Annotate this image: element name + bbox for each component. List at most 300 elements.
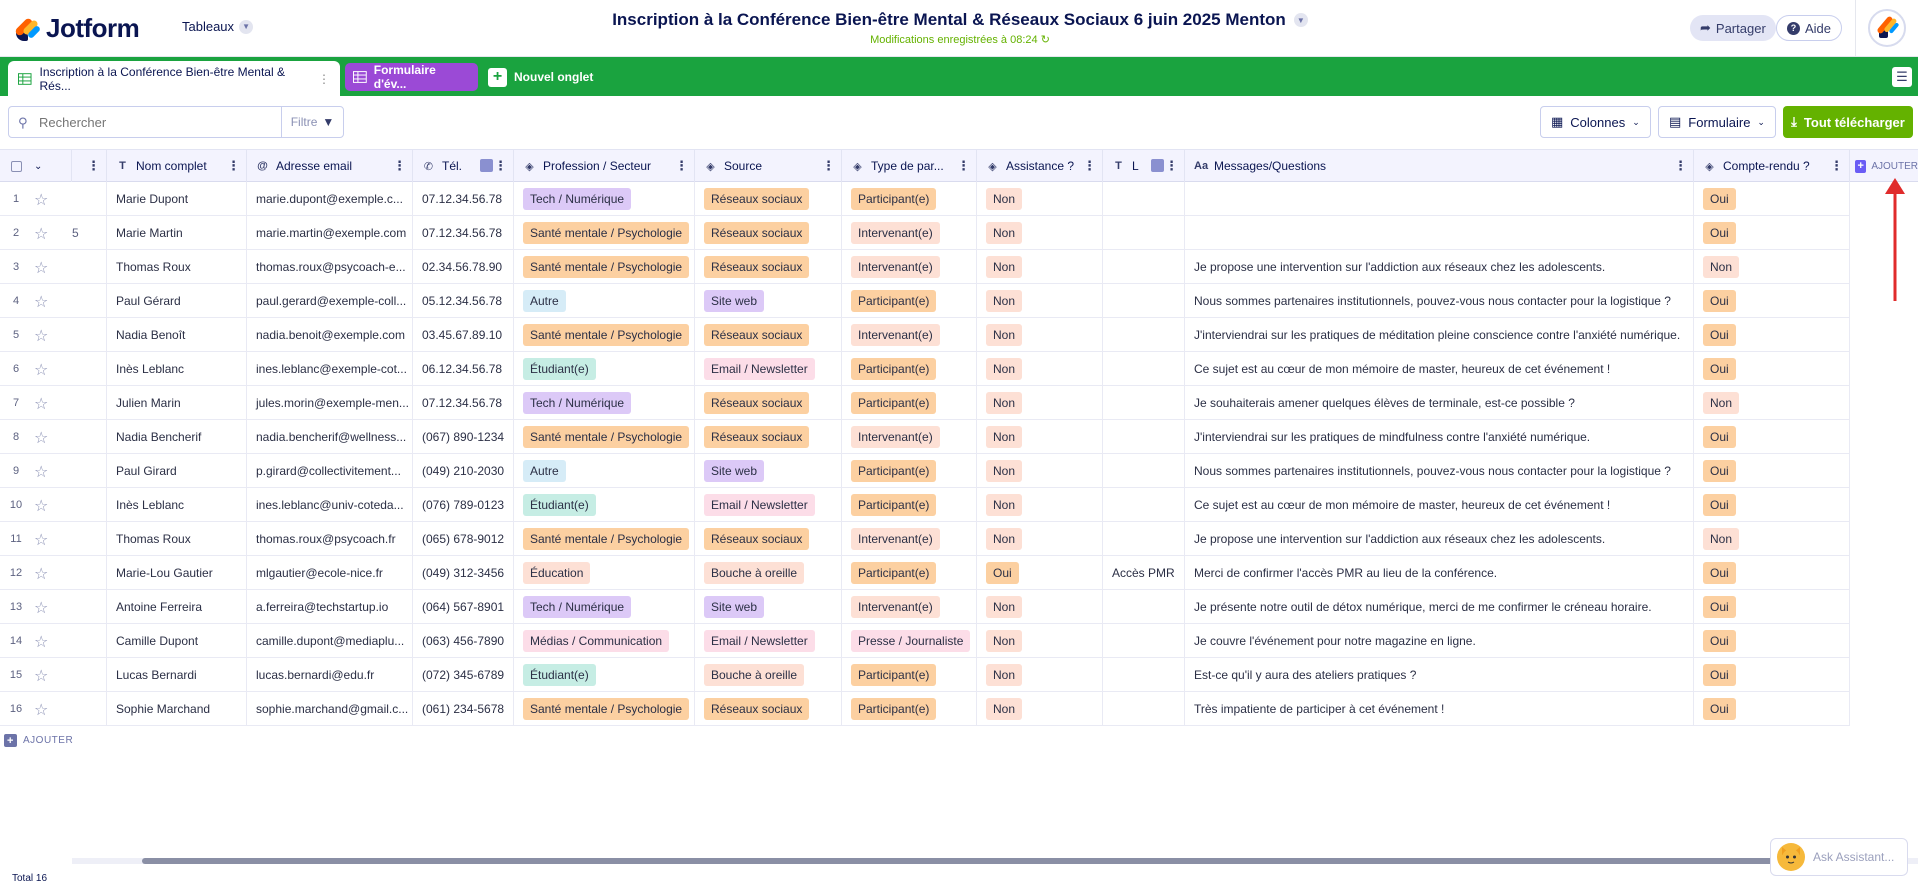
cell-name[interactable] bbox=[107, 352, 247, 385]
cell-text: (072) 345-6789 bbox=[422, 667, 505, 682]
row-number: 12 bbox=[9, 566, 23, 579]
form-button[interactable] bbox=[1658, 106, 1776, 138]
cell-tel[interactable] bbox=[413, 624, 514, 657]
cell-source[interactable] bbox=[695, 216, 842, 249]
cell-l[interactable] bbox=[1103, 182, 1185, 215]
column-type-icon: @ bbox=[257, 160, 268, 172]
tag-profession: Tech / Numérique bbox=[523, 188, 631, 210]
hidden-column-cell[interactable] bbox=[72, 556, 107, 589]
cell-l[interactable] bbox=[1103, 522, 1185, 555]
cell-compte[interactable] bbox=[1694, 250, 1850, 283]
cell-compte[interactable] bbox=[1694, 352, 1850, 385]
tag-assist: Non bbox=[986, 664, 1022, 686]
column-header-assist[interactable] bbox=[977, 150, 1103, 182]
table-row[interactable] bbox=[0, 624, 1850, 658]
cell-tel[interactable] bbox=[413, 250, 514, 283]
hidden-column-cell[interactable] bbox=[72, 522, 107, 555]
more-vertical-icon[interactable]: ⋮ bbox=[318, 71, 330, 86]
cell-profession[interactable] bbox=[514, 318, 695, 351]
table-row[interactable] bbox=[0, 488, 1850, 522]
tag-compte: Oui bbox=[1703, 324, 1736, 346]
cell-type[interactable] bbox=[842, 420, 977, 453]
more-vertical-icon[interactable]: ⋮ bbox=[1674, 158, 1687, 173]
cell-messages[interactable] bbox=[1185, 386, 1694, 419]
table-row[interactable] bbox=[0, 386, 1850, 420]
cell-profession[interactable] bbox=[514, 454, 695, 487]
cell-source[interactable] bbox=[695, 522, 842, 555]
cell-text: Sophie Marchand bbox=[116, 701, 211, 716]
jotform-logo[interactable] bbox=[14, 13, 139, 44]
cell-name[interactable] bbox=[107, 216, 247, 249]
hidden-column-cell[interactable] bbox=[72, 386, 107, 419]
cell-assist[interactable] bbox=[977, 352, 1103, 385]
hidden-column-cell[interactable] bbox=[72, 624, 107, 657]
cell-tel[interactable] bbox=[413, 658, 514, 691]
cell-source[interactable] bbox=[695, 488, 842, 521]
cell-assist[interactable] bbox=[977, 318, 1103, 351]
cell-assist[interactable] bbox=[977, 692, 1103, 725]
cell-messages[interactable] bbox=[1185, 658, 1694, 691]
star-icon[interactable]: ☆ bbox=[34, 702, 49, 719]
cell-text: jules.morin@exemple-men... bbox=[256, 395, 409, 410]
cell-compte[interactable] bbox=[1694, 658, 1850, 691]
more-vertical-icon[interactable]: ⋮ bbox=[822, 158, 835, 173]
column-header-profession[interactable] bbox=[514, 150, 695, 182]
cell-email[interactable] bbox=[247, 692, 413, 725]
refresh-icon: ↻ bbox=[1040, 34, 1050, 46]
cell-messages[interactable] bbox=[1185, 284, 1694, 317]
cell-name[interactable] bbox=[107, 454, 247, 487]
cell-type[interactable] bbox=[842, 454, 977, 487]
add-row-button[interactable] bbox=[4, 734, 73, 747]
column-header-l[interactable] bbox=[1103, 150, 1185, 182]
more-vertical-icon[interactable]: ⋮ bbox=[957, 158, 970, 173]
cell-compte[interactable] bbox=[1694, 590, 1850, 623]
row-number: 4 bbox=[12, 294, 20, 307]
cell-messages[interactable] bbox=[1185, 216, 1694, 249]
cell-type[interactable] bbox=[842, 522, 977, 555]
table-row[interactable] bbox=[0, 250, 1850, 284]
cell-text: Inès Leblanc bbox=[116, 361, 185, 376]
star-icon[interactable]: ☆ bbox=[34, 226, 49, 243]
cell-name[interactable] bbox=[107, 522, 247, 555]
cell-email[interactable] bbox=[247, 182, 413, 215]
cell-name[interactable] bbox=[107, 590, 247, 623]
cell-tel[interactable] bbox=[413, 488, 514, 521]
cell-compte[interactable] bbox=[1694, 624, 1850, 657]
cell-text: mlgautier@ecole-nice.fr bbox=[256, 565, 383, 580]
total-count: Total 16 bbox=[12, 873, 48, 884]
cell-email[interactable] bbox=[247, 454, 413, 487]
cell-email[interactable] bbox=[247, 658, 413, 691]
help-icon: ? bbox=[1787, 22, 1800, 35]
cell-email[interactable] bbox=[247, 250, 413, 283]
save-status bbox=[560, 33, 1360, 46]
cell-type[interactable] bbox=[842, 216, 977, 249]
cell-email[interactable] bbox=[247, 590, 413, 623]
cell-type[interactable] bbox=[842, 250, 977, 283]
table-row[interactable] bbox=[0, 454, 1850, 488]
cell-messages[interactable] bbox=[1185, 488, 1694, 521]
top-bar bbox=[0, 0, 1918, 57]
cell-messages[interactable] bbox=[1185, 624, 1694, 657]
star-icon[interactable]: ☆ bbox=[34, 192, 49, 209]
tab-formulaire[interactable] bbox=[345, 63, 478, 91]
cell-compte[interactable] bbox=[1694, 692, 1850, 725]
cell-messages[interactable] bbox=[1185, 556, 1694, 589]
column-header-compte[interactable] bbox=[1694, 150, 1850, 182]
hidden-column-cell[interactable] bbox=[72, 454, 107, 487]
cell-source[interactable] bbox=[695, 250, 842, 283]
cell-assist[interactable] bbox=[977, 556, 1103, 589]
column-type-icon: ◈ bbox=[988, 160, 997, 173]
cell-tel[interactable] bbox=[413, 454, 514, 487]
cell-l[interactable] bbox=[1103, 624, 1185, 657]
tag-source: Bouche à oreille bbox=[704, 562, 804, 584]
cell-profession[interactable] bbox=[514, 284, 695, 317]
star-icon[interactable]: ☆ bbox=[34, 634, 49, 651]
avatar[interactable] bbox=[1868, 9, 1906, 47]
cell-profession[interactable] bbox=[514, 386, 695, 419]
cell-text: Thomas Roux bbox=[116, 531, 191, 546]
more-vertical-icon[interactable]: ⋮ bbox=[675, 158, 688, 173]
table-row[interactable] bbox=[0, 590, 1850, 624]
cell-text: 02.34.56.78.90 bbox=[422, 259, 503, 274]
cell-tel[interactable] bbox=[413, 692, 514, 725]
cell-assist[interactable] bbox=[977, 386, 1103, 419]
column-header-label: Messages/Questions bbox=[1214, 159, 1327, 173]
star-icon[interactable]: ☆ bbox=[34, 294, 49, 311]
cell-messages[interactable] bbox=[1185, 692, 1694, 725]
tag-assist: Non bbox=[986, 460, 1022, 482]
cell-source[interactable] bbox=[695, 318, 842, 351]
cell-l[interactable] bbox=[1103, 216, 1185, 249]
table-row[interactable] bbox=[0, 522, 1850, 556]
cell-l[interactable] bbox=[1103, 284, 1185, 317]
cell-assist[interactable] bbox=[977, 454, 1103, 487]
cell-source[interactable] bbox=[695, 556, 842, 589]
cell-tel[interactable] bbox=[413, 352, 514, 385]
cell-source[interactable] bbox=[695, 284, 842, 317]
cell-email[interactable] bbox=[247, 284, 413, 317]
cell-tel[interactable] bbox=[413, 556, 514, 589]
cell-profession[interactable] bbox=[514, 692, 695, 725]
tag-profession: Santé mentale / Psychologie bbox=[523, 426, 689, 448]
hidden-column-cell[interactable]: 5 bbox=[72, 216, 107, 249]
star-icon[interactable]: ☆ bbox=[34, 498, 49, 515]
cell-l[interactable] bbox=[1103, 488, 1185, 521]
hidden-column-cell[interactable] bbox=[72, 284, 107, 317]
cell-text: 07.12.34.56.78 bbox=[422, 395, 503, 410]
cell-email[interactable] bbox=[247, 624, 413, 657]
table-row[interactable] bbox=[0, 658, 1850, 692]
column-header-label: Type de par... bbox=[871, 159, 944, 173]
cell-type[interactable] bbox=[842, 318, 977, 351]
cell-compte[interactable] bbox=[1694, 488, 1850, 521]
cell-assist[interactable] bbox=[977, 658, 1103, 691]
table-row[interactable] bbox=[0, 692, 1850, 726]
cell-l[interactable] bbox=[1103, 250, 1185, 283]
cell-name[interactable] bbox=[107, 420, 247, 453]
cell-email[interactable] bbox=[247, 386, 413, 419]
cell-assist[interactable] bbox=[977, 590, 1103, 623]
cell-profession[interactable] bbox=[514, 352, 695, 385]
cell-messages[interactable] bbox=[1185, 250, 1694, 283]
chevron-down-icon[interactable]: ▼ bbox=[1294, 13, 1308, 27]
tag-source: Email / Newsletter bbox=[704, 494, 815, 516]
cell-name[interactable] bbox=[107, 692, 247, 725]
hidden-column-cell[interactable] bbox=[72, 420, 107, 453]
cell-compte[interactable] bbox=[1694, 522, 1850, 555]
cell-profession[interactable] bbox=[514, 216, 695, 249]
cell-text: (064) 567-8901 bbox=[422, 599, 505, 614]
cell-profession[interactable] bbox=[514, 522, 695, 555]
table-row[interactable] bbox=[0, 318, 1850, 352]
tag-type: Participant(e) bbox=[851, 392, 936, 414]
cell-tel[interactable] bbox=[413, 590, 514, 623]
row-number: 10 bbox=[9, 498, 23, 511]
cell-messages[interactable] bbox=[1185, 522, 1694, 555]
cell-source[interactable] bbox=[695, 624, 842, 657]
tables-dropdown[interactable] bbox=[182, 19, 253, 34]
cell-l[interactable] bbox=[1103, 386, 1185, 419]
cell-source[interactable] bbox=[695, 352, 842, 385]
help-button[interactable] bbox=[1776, 15, 1842, 41]
select-all-checkbox[interactable] bbox=[11, 161, 22, 172]
cell-type[interactable] bbox=[842, 590, 977, 623]
cell-email[interactable] bbox=[247, 420, 413, 453]
hidden-column-cell[interactable] bbox=[72, 250, 107, 283]
cell-profession[interactable] bbox=[514, 250, 695, 283]
cell-text: ines.leblanc@exemple-cot... bbox=[256, 361, 407, 376]
tag-source: Réseaux sociaux bbox=[704, 324, 809, 346]
cell-text: a.ferreira@techstartup.io bbox=[256, 599, 389, 614]
cell-email[interactable] bbox=[247, 318, 413, 351]
cell-source[interactable] bbox=[695, 386, 842, 419]
star-icon[interactable]: ☆ bbox=[34, 566, 49, 583]
cell-source[interactable] bbox=[695, 454, 842, 487]
add-column-button[interactable] bbox=[1850, 150, 1918, 182]
cell-email[interactable] bbox=[247, 522, 413, 555]
tag-profession: Médias / Communication bbox=[523, 630, 669, 652]
cell-compte[interactable] bbox=[1694, 318, 1850, 351]
cell-type[interactable] bbox=[842, 386, 977, 419]
cell-messages[interactable] bbox=[1185, 182, 1694, 215]
cell-profession[interactable] bbox=[514, 488, 695, 521]
new-tab-button[interactable] bbox=[488, 65, 593, 89]
cell-name[interactable] bbox=[107, 250, 247, 283]
tag-type: Intervenant(e) bbox=[851, 596, 940, 618]
cell-profession[interactable] bbox=[514, 182, 695, 215]
cell-name[interactable] bbox=[107, 624, 247, 657]
cell-messages[interactable] bbox=[1185, 454, 1694, 487]
hidden-column-cell[interactable] bbox=[72, 318, 107, 351]
cell-l[interactable] bbox=[1103, 420, 1185, 453]
cell-type[interactable] bbox=[842, 658, 977, 691]
cell-name[interactable] bbox=[107, 318, 247, 351]
cell-profession[interactable] bbox=[514, 624, 695, 657]
tag-profession: Étudiant(e) bbox=[523, 494, 596, 516]
more-vertical-icon[interactable]: ⋮ bbox=[1165, 158, 1178, 173]
cell-l[interactable] bbox=[1103, 692, 1185, 725]
cell-type[interactable] bbox=[842, 488, 977, 521]
cell-assist[interactable] bbox=[977, 522, 1103, 555]
hidden-column-cell[interactable] bbox=[72, 352, 107, 385]
columns-button[interactable] bbox=[1540, 106, 1651, 138]
tag-source: Réseaux sociaux bbox=[704, 256, 809, 278]
cell-tel[interactable] bbox=[413, 216, 514, 249]
column-header-source[interactable] bbox=[695, 150, 842, 182]
cell-compte[interactable] bbox=[1694, 284, 1850, 317]
search-input[interactable] bbox=[9, 107, 281, 137]
cell-assist[interactable] bbox=[977, 488, 1103, 521]
jotform-logo-icon bbox=[14, 15, 40, 43]
cell-l[interactable] bbox=[1103, 556, 1185, 589]
tag-compte: Oui bbox=[1703, 494, 1736, 516]
tag-type: Participant(e) bbox=[851, 562, 936, 584]
cell-l[interactable] bbox=[1103, 352, 1185, 385]
star-icon[interactable]: ☆ bbox=[34, 362, 49, 379]
cell-messages[interactable] bbox=[1185, 318, 1694, 351]
row-number: 3 bbox=[12, 260, 20, 273]
cell-assist[interactable] bbox=[977, 624, 1103, 657]
cell-text: Antoine Ferreira bbox=[116, 599, 203, 614]
star-icon[interactable]: ☆ bbox=[34, 430, 49, 447]
star-icon[interactable]: ☆ bbox=[34, 668, 49, 685]
brand-name: Jotform bbox=[46, 13, 140, 43]
cell-name[interactable] bbox=[107, 488, 247, 521]
cell-compte[interactable] bbox=[1694, 216, 1850, 249]
cell-name[interactable] bbox=[107, 556, 247, 589]
cell-tel[interactable] bbox=[413, 284, 514, 317]
cell-assist[interactable] bbox=[977, 250, 1103, 283]
more-vertical-icon[interactable]: ⋮ bbox=[227, 158, 240, 173]
share-button[interactable] bbox=[1690, 15, 1776, 41]
column-header-name[interactable] bbox=[107, 150, 247, 182]
cell-text: marie.dupont@exemple.c... bbox=[256, 191, 403, 206]
column-header-label: Assistance ? bbox=[1006, 159, 1075, 173]
cell-email[interactable] bbox=[247, 216, 413, 249]
cell-tel[interactable] bbox=[413, 318, 514, 351]
cell-profession[interactable] bbox=[514, 658, 695, 691]
cell-assist[interactable] bbox=[977, 182, 1103, 215]
cell-assist[interactable] bbox=[977, 420, 1103, 453]
table-row[interactable] bbox=[0, 420, 1850, 454]
cell-type[interactable] bbox=[842, 284, 977, 317]
cell-text: J'interviendrai sur les pratiques de mindfulness contre l'anxiété numérique. bbox=[1194, 429, 1591, 444]
star-icon[interactable]: ☆ bbox=[34, 464, 49, 481]
table-row[interactable] bbox=[0, 556, 1850, 590]
more-vertical-icon[interactable]: ⋮ bbox=[87, 158, 100, 173]
cell-profession[interactable] bbox=[514, 556, 695, 589]
column-header-messages[interactable] bbox=[1185, 150, 1694, 182]
cell-name[interactable] bbox=[107, 182, 247, 215]
download-all-button[interactable] bbox=[1783, 106, 1913, 138]
cell-source[interactable] bbox=[695, 658, 842, 691]
column-header-tel[interactable] bbox=[413, 150, 514, 182]
cell-type[interactable] bbox=[842, 182, 977, 215]
hidden-column-cell[interactable] bbox=[72, 590, 107, 623]
cell-tel[interactable] bbox=[413, 420, 514, 453]
cell-assist[interactable] bbox=[977, 216, 1103, 249]
chevron-down-icon[interactable]: ⌄ bbox=[34, 160, 43, 172]
column-header-email[interactable] bbox=[247, 150, 413, 182]
horizontal-scrollbar-thumb[interactable] bbox=[142, 858, 1842, 864]
hidden-column-cell[interactable] bbox=[72, 658, 107, 691]
cell-name[interactable] bbox=[107, 658, 247, 691]
cell-compte[interactable] bbox=[1694, 182, 1850, 215]
cell-email[interactable] bbox=[247, 352, 413, 385]
table-row[interactable] bbox=[0, 352, 1850, 386]
cell-source[interactable] bbox=[695, 182, 842, 215]
cell-email[interactable] bbox=[247, 556, 413, 589]
star-icon[interactable]: ☆ bbox=[34, 532, 49, 549]
cell-l[interactable] bbox=[1103, 590, 1185, 623]
ask-assistant-button[interactable] bbox=[1770, 838, 1908, 876]
table-row[interactable] bbox=[0, 182, 1850, 216]
cell-messages[interactable] bbox=[1185, 590, 1694, 623]
star-icon[interactable]: ☆ bbox=[34, 600, 49, 617]
hidden-column-cell[interactable] bbox=[72, 488, 107, 521]
cell-messages[interactable] bbox=[1185, 352, 1694, 385]
more-vertical-icon[interactable]: ⋮ bbox=[1083, 158, 1096, 173]
table-row[interactable] bbox=[0, 216, 1850, 250]
star-icon[interactable]: ☆ bbox=[34, 260, 49, 277]
page-title[interactable] bbox=[612, 10, 1308, 30]
cell-type[interactable] bbox=[842, 352, 977, 385]
cell-l[interactable] bbox=[1103, 318, 1185, 351]
column-header-label: Profession / Secteur bbox=[543, 159, 652, 173]
star-icon[interactable]: ☆ bbox=[34, 328, 49, 345]
cell-name[interactable] bbox=[107, 284, 247, 317]
cell-email[interactable] bbox=[247, 488, 413, 521]
more-vertical-icon[interactable]: ⋮ bbox=[494, 158, 507, 173]
tag-type: Intervenant(e) bbox=[851, 324, 940, 346]
cell-source[interactable] bbox=[695, 590, 842, 623]
more-vertical-icon[interactable]: ⋮ bbox=[393, 158, 406, 173]
column-header-type[interactable] bbox=[842, 150, 977, 182]
cell-compte[interactable] bbox=[1694, 454, 1850, 487]
cell-l[interactable] bbox=[1103, 454, 1185, 487]
cell-source[interactable] bbox=[695, 692, 842, 725]
cell-compte[interactable] bbox=[1694, 386, 1850, 419]
cell-compte[interactable] bbox=[1694, 420, 1850, 453]
column-header-label: Compte-rendu ? bbox=[1723, 159, 1810, 173]
cell-type[interactable] bbox=[842, 624, 977, 657]
cell-name[interactable] bbox=[107, 386, 247, 419]
cell-l[interactable] bbox=[1103, 658, 1185, 691]
cell-tel[interactable] bbox=[413, 386, 514, 419]
hidden-column-cell[interactable] bbox=[72, 182, 107, 215]
star-icon[interactable]: ☆ bbox=[34, 396, 49, 413]
cell-assist[interactable] bbox=[977, 284, 1103, 317]
cell-profession[interactable] bbox=[514, 590, 695, 623]
cell-type[interactable] bbox=[842, 556, 977, 589]
cell-compte[interactable] bbox=[1694, 556, 1850, 589]
cell-source[interactable] bbox=[695, 420, 842, 453]
more-vertical-icon[interactable]: ⋮ bbox=[1830, 158, 1843, 173]
menu-icon[interactable]: ☰ bbox=[1892, 67, 1912, 87]
table-row[interactable] bbox=[0, 284, 1850, 318]
tab-inscription[interactable] bbox=[8, 61, 340, 96]
cell-profession[interactable] bbox=[514, 420, 695, 453]
cell-tel[interactable] bbox=[413, 182, 514, 215]
cell-tel[interactable] bbox=[413, 522, 514, 555]
cell-messages[interactable] bbox=[1185, 420, 1694, 453]
filter-button[interactable] bbox=[281, 107, 343, 137]
hidden-column-cell[interactable] bbox=[72, 692, 107, 725]
cell-type[interactable] bbox=[842, 692, 977, 725]
